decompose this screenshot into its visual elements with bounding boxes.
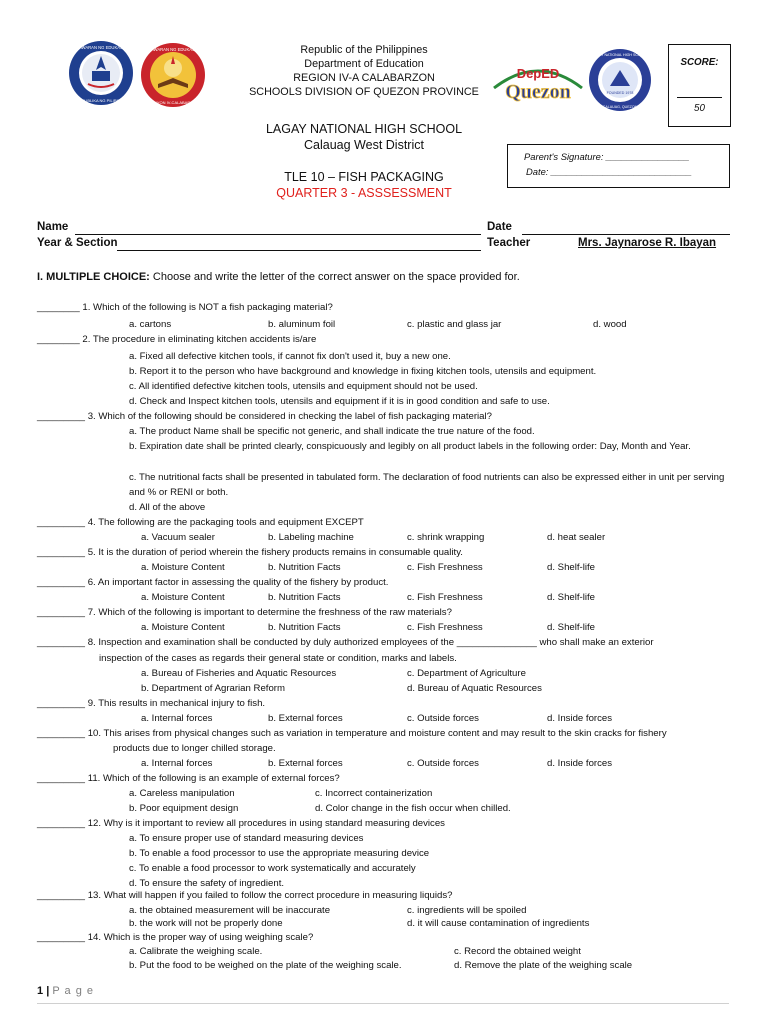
q8-option-a: a. Bureau of Fisheries and Aquatic Resources <box>141 668 337 679</box>
region-text: REGION IV-A CALABARZON <box>293 72 435 84</box>
republic-text: Republic of the Philippines <box>300 44 428 56</box>
q5-option-d: d. Shelf-life <box>547 562 595 573</box>
question-10-continued: products due to longer chilled storage. <box>113 743 276 754</box>
q4-option-a: a. Vacuum sealer <box>141 532 215 543</box>
q13-option-d: d. it will cause contamination of ingredients <box>407 918 590 929</box>
answer-blank[interactable]: _________ <box>37 932 86 943</box>
q1-option-a: a. cartons <box>129 319 172 330</box>
answer-blank[interactable]: _________ <box>37 728 86 739</box>
q14-option-b: b. Put the food to be weighed on the plate of the weighing scale. <box>129 960 402 971</box>
page-separator: | <box>46 985 50 997</box>
page-footer <box>37 985 94 997</box>
question-9: _________ 9. This results in mechanical injury to fish. <box>37 698 266 709</box>
q14-option-a: a. Calibrate the weighing scale. <box>129 946 263 957</box>
question-8-continued: inspection of the cases as regards their general state or condition, marks and labels. <box>99 653 457 664</box>
q1-option-b: b. aluminum foil <box>268 319 336 330</box>
parent-signature-box <box>507 144 730 188</box>
subject-title: TLE 10 – FISH PACKAGING <box>284 170 444 184</box>
question-1: ________ 1. Which of the following is NOT a fish packaging material? <box>37 302 333 313</box>
q2-option-c: c. All identified defective kitchen tools, utensils and equipment should not be used. <box>129 381 478 392</box>
question-4: _________ 4. The following are the packaging tools and equipment EXCEPT <box>37 517 364 528</box>
lnhs-place-text: CALAUAG, QUEZON <box>602 105 638 109</box>
year-section-label: Year & Section <box>37 237 118 249</box>
question-10: _________ 10. This arises from physical changes such as variation in temperature and moisture content and may result to the skin cracks for fishery <box>37 728 667 739</box>
question-11: _________ 11. Which of the following is an example of external forces? <box>37 773 340 784</box>
q1-option-d: d. wood <box>593 319 627 330</box>
q6-option-d: d. Shelf-life <box>547 592 595 603</box>
q14-option-c: c. Record the obtained weight <box>454 946 581 957</box>
answer-blank[interactable]: _________ <box>37 698 86 709</box>
q4-option-d: d. heat sealer <box>547 532 606 543</box>
q12-option-a: a. To ensure proper use of standard measuring devices <box>129 833 364 844</box>
q3-option-a: a. The product Name shall be specific not generic, and shall indicate the true nature of the food. <box>129 426 535 437</box>
district-text: Calauag West District <box>304 138 424 152</box>
deped-quezon-deped-text: DepED <box>516 66 560 81</box>
question-3: _________ 3. Which of the following should be considered in checking the label of fish packaging material? <box>37 411 492 422</box>
score-label: SCORE: <box>680 57 719 68</box>
q9-option-a: a. Internal forces <box>141 713 213 724</box>
q9-option-b: b. External forces <box>268 713 343 724</box>
question-7: _________ 7. Which of the following is important to determine the freshness of the raw materials? <box>37 607 452 618</box>
q7-option-a: a. Moisture Content <box>141 622 225 633</box>
q2-option-d: d. Check and Inspect kitchen tools, utensils and equipment if it is in good condition and safe to use. <box>129 396 550 407</box>
q4-option-c: c. shrink wrapping <box>407 532 485 543</box>
q13-option-b: b. the work will not be properly done <box>129 918 283 929</box>
name-field[interactable] <box>75 234 481 235</box>
question-8: _________ 8. Inspection and examination shall be conducted by duly authorized employees of the _______________ who shall make an exterior <box>37 637 654 648</box>
answer-blank[interactable]: _________ <box>37 607 86 618</box>
question-6: _________ 6. An important factor in assessing the quality of the fishery by product. <box>37 577 389 588</box>
parent-date-line[interactable]: Date: ___________________________ <box>526 166 692 177</box>
q7-option-d: d. Shelf-life <box>547 622 595 633</box>
q12-option-b: b. To enable a food processor to use the appropriate measuring device <box>129 848 430 859</box>
answer-blank[interactable]: _________ <box>37 547 86 558</box>
answer-blank[interactable]: _________ <box>37 517 86 528</box>
q7-option-c: c. Fish Freshness <box>407 622 483 633</box>
q13-option-c: c. ingredients will be spoiled <box>407 905 527 916</box>
name-label: Name <box>37 221 69 233</box>
q7-option-b: b. Nutrition Facts <box>268 622 341 633</box>
teacher-name: Mrs. Jaynarose R. Ibayan <box>578 237 717 249</box>
q6-option-b: b. Nutrition Facts <box>268 592 341 603</box>
question-14: _________ 14. Which is the proper way of using weighing scale? <box>37 932 314 943</box>
q6-option-a: a. Moisture Content <box>141 592 225 603</box>
q3-option-b: b. Expiration date shall be printed clearly, conspicuously and legibly on all product labels in the following order: Day, Month and Year. <box>129 441 691 452</box>
lnhs-founded-text: FOUNDED 1978 <box>606 91 634 95</box>
q10-option-b: b. External forces <box>268 758 343 769</box>
page-label: P a g e <box>52 985 94 997</box>
q4-option-b: b. Labeling machine <box>268 532 354 543</box>
deped-quezon-name-text: Quezon <box>505 81 571 103</box>
lnhs-seal-text: LAGAY NATIONAL HIGH SCHOOL <box>591 53 649 57</box>
q8-option-c: c. Department of Agriculture <box>407 668 526 679</box>
school-name: LAGAY NATIONAL HIGH SCHOOL <box>265 122 463 136</box>
q9-option-c: c. Outside forces <box>407 713 479 724</box>
q11-option-a: a. Careless manipulation <box>129 788 235 799</box>
parent-signature-line[interactable]: Parent's Signature: ________________ <box>524 151 690 162</box>
answer-blank[interactable]: ________ <box>37 334 80 345</box>
deped-seal-text: KAGAWARAN NG EDUKASYON <box>70 45 132 50</box>
instructions-text: Choose and write the letter of the correct answer on the space provided for. <box>149 271 520 283</box>
deped-seal-logo <box>68 40 134 106</box>
score-total: 50 <box>694 103 705 114</box>
deped-quezon-logo <box>490 58 586 106</box>
answer-blank[interactable]: ________ <box>37 302 80 313</box>
score-line <box>677 97 722 98</box>
q11-option-b: b. Poor equipment design <box>129 803 239 814</box>
answer-blank[interactable]: _________ <box>37 818 86 829</box>
q2-option-a: a. Fixed all defective kitchen tools, if cannot fix don't used it, buy a new one. <box>129 351 451 362</box>
question-13: _________ 13. What will happen if you failed to follow the correct procedure in measuring liquids? <box>37 890 453 901</box>
q10-option-a: a. Internal forces <box>141 758 213 769</box>
deped-seal-bottom: REPUBLIKA NG PILIPINAS <box>76 98 126 103</box>
question-2: ________ 2. The procedure in eliminating kitchen accidents is/are <box>37 334 317 345</box>
score-box <box>668 44 731 127</box>
q12-option-c: c. To enable a food processor to work systematically and accurately <box>129 863 416 874</box>
page-number: 1 <box>37 985 44 997</box>
department-text: Department of Education <box>304 58 424 70</box>
date-field[interactable] <box>522 234 730 235</box>
q6-option-c: c. Fish Freshness <box>407 592 483 603</box>
q5-option-c: c. Fish Freshness <box>407 562 483 573</box>
teacher-label: Teacher <box>487 237 531 249</box>
answer-blank[interactable]: _________ <box>37 773 86 784</box>
q11-option-c: c. Incorrect containerization <box>315 788 433 799</box>
q3-option-d: d. All of the above <box>129 502 206 513</box>
footer-rule <box>37 1003 729 1004</box>
q11-option-d: d. Color change in the fish occur when chilled. <box>315 803 511 814</box>
q5-option-b: b. Nutrition Facts <box>268 562 341 573</box>
region-seal-text: KAGAWARAN NG EDUKASYON <box>142 47 204 52</box>
instructions <box>37 271 520 283</box>
question-5: _________ 5. It is the duration of period wherein the fishery products remains in consumable quality. <box>37 547 463 558</box>
date-label: Date <box>487 221 512 233</box>
answer-blank[interactable]: _________ <box>37 637 86 648</box>
quarter-title: QUARTER 3 - ASSSESSMENT <box>276 186 452 200</box>
division-text: SCHOOLS DIVISION OF QUEZON PROVINCE <box>249 86 479 98</box>
instructions-title: I. MULTIPLE CHOICE: <box>37 271 150 283</box>
q2-option-b: b. Report it to the person who have background and knowledge in fixing kitchen tools, utensils and equipment. <box>129 366 597 377</box>
question-12: _________ 12. Why is it important to review all procedures in using standard measuring devices <box>37 818 445 829</box>
lnhs-seal-logo <box>588 48 652 112</box>
q14-option-d: d. Remove the plate of the weighing scale <box>454 960 633 971</box>
answer-blank[interactable]: _________ <box>37 890 86 901</box>
q9-option-d: d. Inside forces <box>547 713 613 724</box>
q13-option-a: a. the obtained measurement will be inaccurate <box>129 905 331 916</box>
answer-blank[interactable]: _________ <box>37 411 86 422</box>
q3-option-c: c. The nutritional facts shall be presented in tabulated form. The declaration of food nutrients can also be expressed either in unit per serving and % or RENI or both. <box>129 472 725 498</box>
year-section-field[interactable] <box>117 250 481 251</box>
answer-blank[interactable]: _________ <box>37 577 86 588</box>
region-seal-logo <box>140 42 206 108</box>
region-seal-bottom: REHIYON IV-CALABARZON <box>147 100 199 105</box>
q12-option-d: d. To ensure the safety of ingredient. <box>129 878 285 889</box>
q1-option-c: c. plastic and glass jar <box>407 319 502 330</box>
q8-option-d: d. Bureau of Aquatic Resources <box>407 683 542 694</box>
q10-option-d: d. Inside forces <box>547 758 613 769</box>
q5-option-a: a. Moisture Content <box>141 562 225 573</box>
q8-option-b: b. Department of Agrarian Reform <box>141 683 285 694</box>
q10-option-c: c. Outside forces <box>407 758 479 769</box>
